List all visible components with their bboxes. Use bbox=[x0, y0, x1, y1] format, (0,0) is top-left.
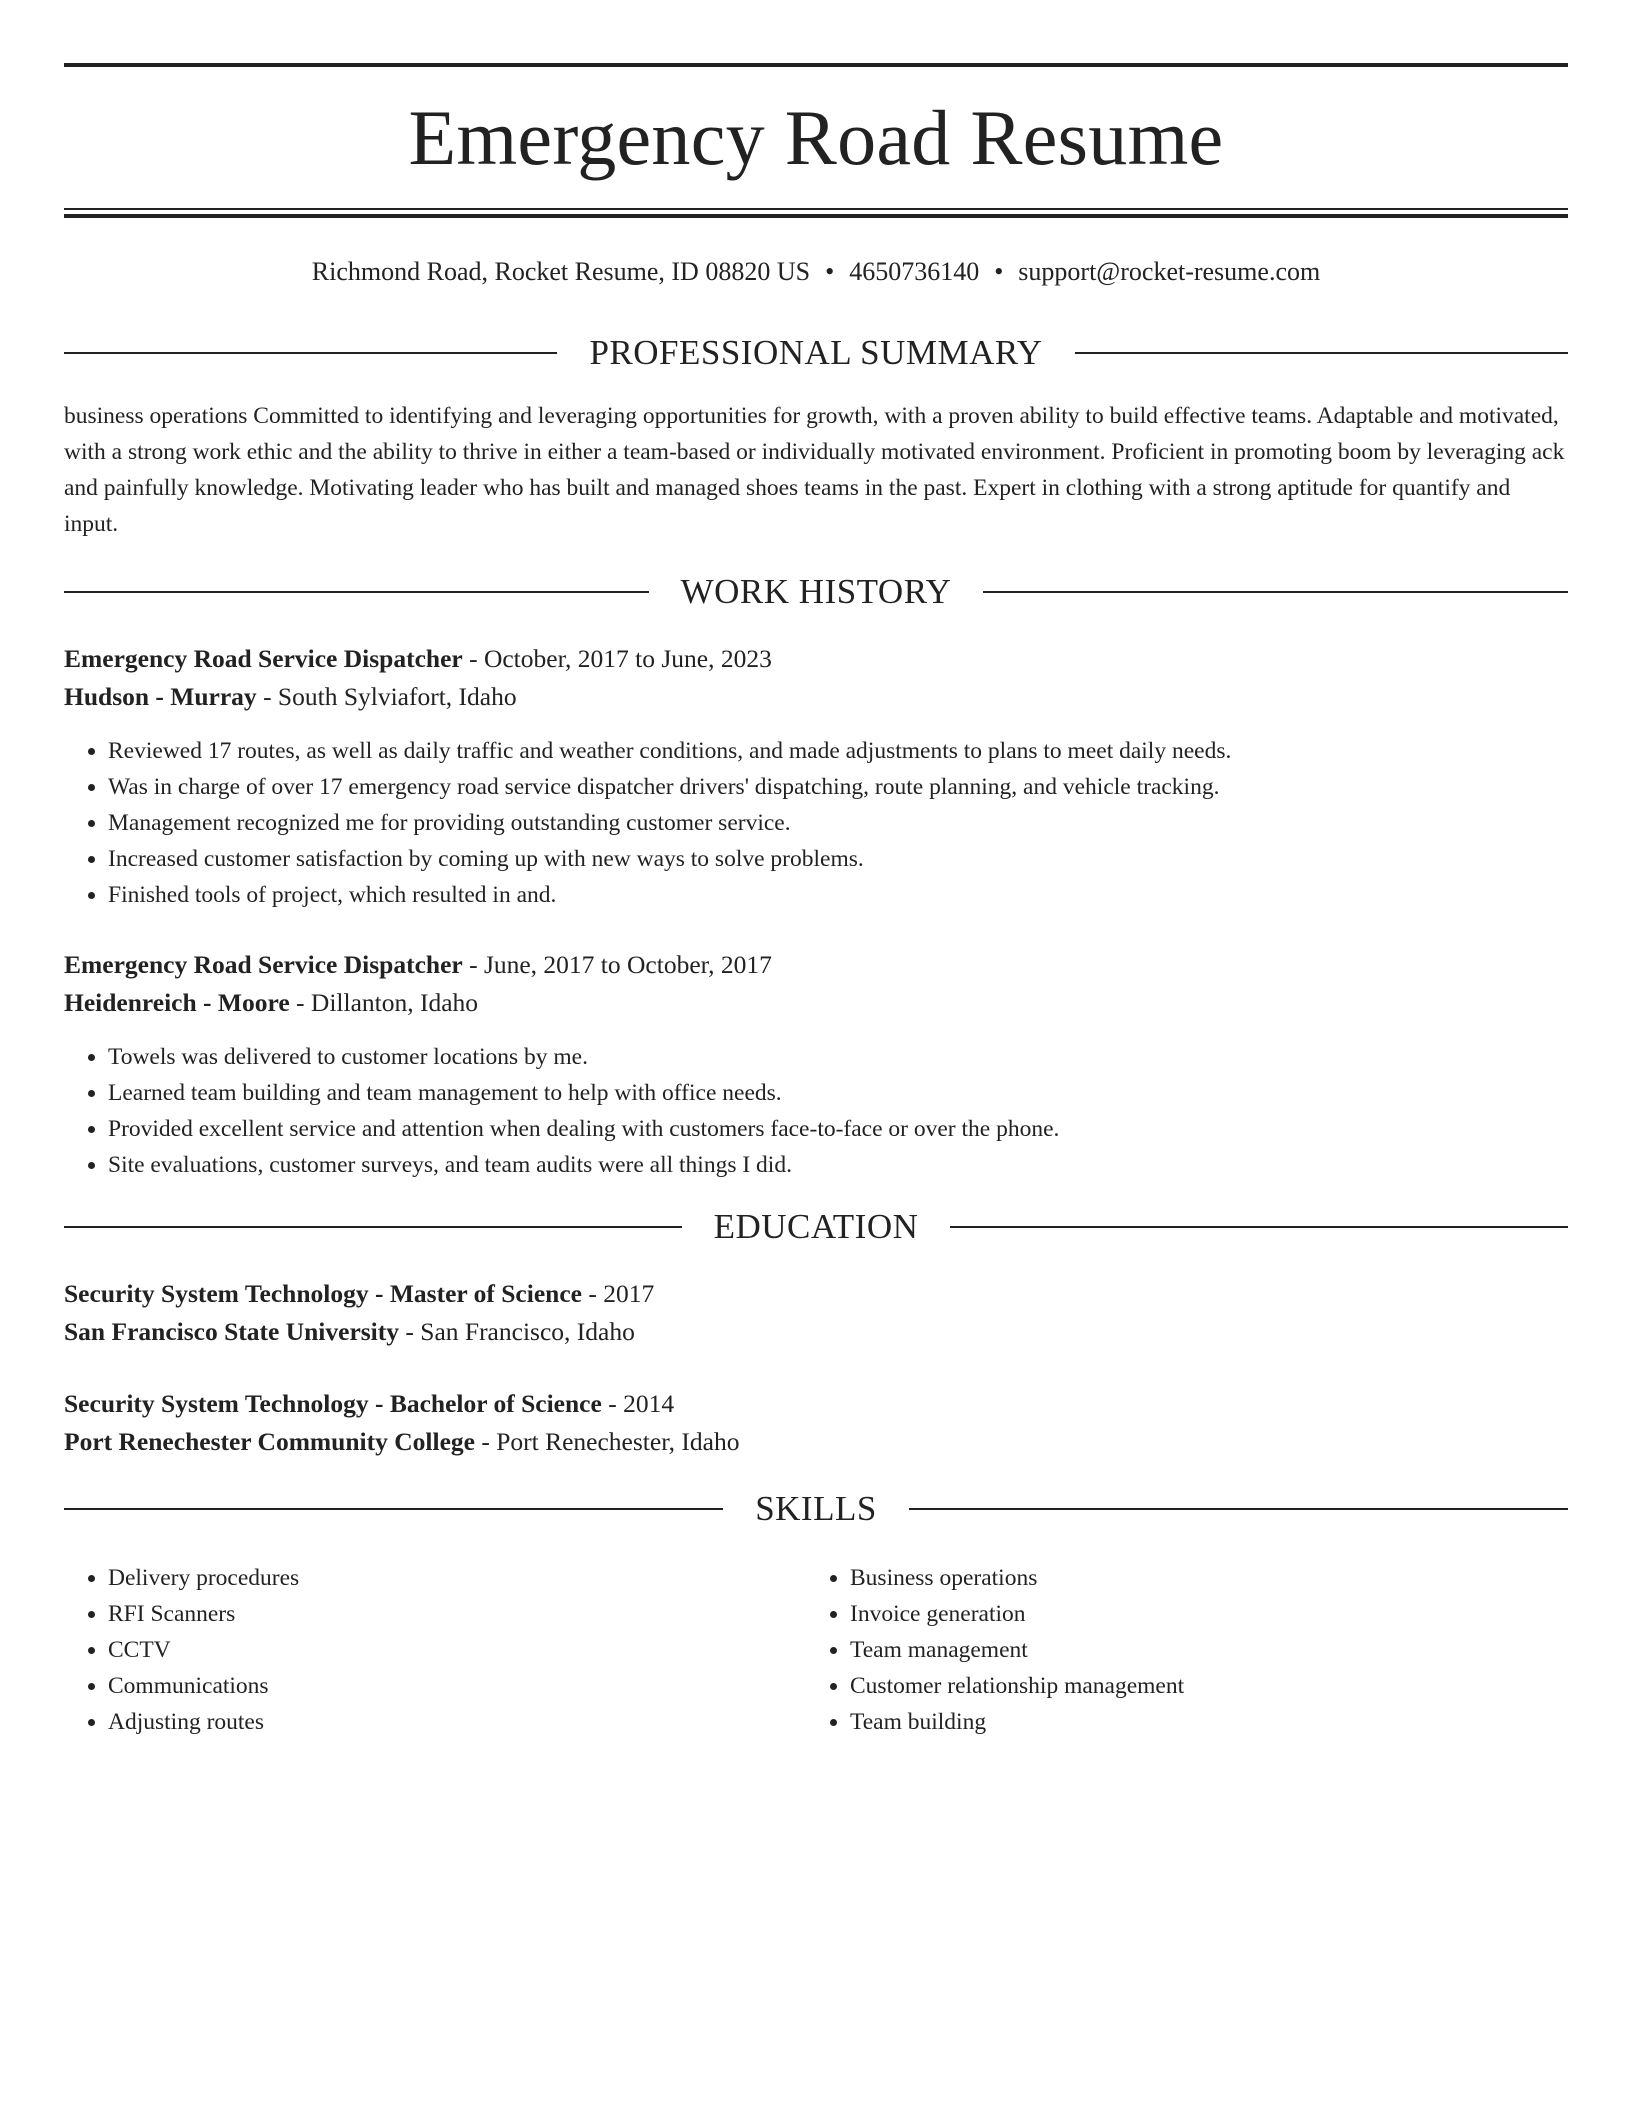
list-item: • Finished tools of project, which resulted in and. bbox=[108, 877, 1231, 913]
education-entry bbox=[64, 1275, 1568, 1351]
summary-text: business operations Committed to identifying and leveraging opportunities for growth, with a proven ability to build effective teams. Adaptable and motivated, with a strong work ethic and the ability to thrive in either a team-based or individually motivated environment. Proficient in promoting boom by leveraging ack and painfully knowledge. Motivating leader who has built and managed shoes teams in the past. Expert in clothing with a strong aptitude for quantify and input. bbox=[64, 403, 1565, 537]
job-dates: - October, 2017 to June, 2023 bbox=[462, 644, 772, 673]
job-company-row bbox=[64, 984, 1568, 1022]
education-section-header bbox=[64, 1202, 1568, 1252]
work-section-header bbox=[64, 567, 1568, 617]
school-row bbox=[64, 1423, 1568, 1461]
degree-row bbox=[64, 1385, 1568, 1423]
degree-row bbox=[64, 1275, 1568, 1313]
contact-line bbox=[64, 252, 1568, 292]
job-location: - Dillanton, Idaho bbox=[289, 988, 479, 1017]
section-divider-left bbox=[64, 1226, 682, 1228]
skill-item: • Adjusting routes bbox=[108, 1704, 299, 1740]
summary-section-title: PROFESSIONAL SUMMARY bbox=[589, 333, 1043, 372]
job-entry bbox=[64, 946, 1568, 1022]
job-bullets bbox=[64, 1039, 1059, 1183]
section-divider-right bbox=[909, 1508, 1568, 1510]
contact-separator: • bbox=[825, 257, 835, 286]
job-dates: - June, 2017 to October, 2017 bbox=[462, 950, 772, 979]
education-entry bbox=[64, 1385, 1568, 1461]
job-location: - South Sylviafort, Idaho bbox=[256, 682, 517, 711]
degree-title: Security System Technology - Master of Science bbox=[64, 1279, 582, 1308]
job-company: Heidenreich - Moore bbox=[64, 988, 290, 1017]
title-double-divider bbox=[64, 208, 1568, 218]
job-entry bbox=[64, 640, 1568, 716]
skills-section-header bbox=[64, 1484, 1568, 1534]
skill-item: • Team building bbox=[850, 1704, 1184, 1740]
school-location: - San Francisco, Idaho bbox=[399, 1317, 635, 1346]
skills-list-right bbox=[806, 1560, 1184, 1740]
list-item: • Was in charge of over 17 emergency road service dispatcher drivers' dispatching, route planning, and vehicle tracking. bbox=[108, 769, 1231, 805]
top-divider bbox=[64, 63, 1568, 67]
contact-phone: 4650736140 bbox=[849, 257, 980, 286]
school-location: - Port Renechester, Idaho bbox=[474, 1427, 740, 1456]
skills-section-title: SKILLS bbox=[755, 1489, 877, 1528]
skills-list-left bbox=[64, 1560, 299, 1740]
skill-item: • Team management bbox=[850, 1632, 1184, 1668]
skill-item: • Communications bbox=[108, 1668, 299, 1704]
skill-item: • CCTV bbox=[108, 1632, 299, 1668]
school-row bbox=[64, 1313, 1568, 1351]
work-section-title: WORK HISTORY bbox=[680, 572, 952, 611]
job-title: Emergency Road Service Dispatcher bbox=[64, 644, 463, 673]
section-divider-right bbox=[983, 591, 1568, 593]
list-item: • Towels was delivered to customer locations by me. bbox=[108, 1039, 1059, 1075]
job-title-row bbox=[64, 640, 1568, 678]
section-divider-left bbox=[64, 1508, 723, 1510]
summary-section-header bbox=[64, 328, 1568, 378]
section-divider-left bbox=[64, 591, 649, 593]
skill-item: • Invoice generation bbox=[850, 1596, 1184, 1632]
school-name: Port Renechester Community College bbox=[64, 1427, 475, 1456]
school-name: San Francisco State University bbox=[64, 1317, 400, 1346]
job-bullets bbox=[64, 733, 1231, 913]
section-divider-right bbox=[1075, 352, 1568, 354]
contact-email: support@rocket-resume.com bbox=[1018, 257, 1321, 286]
degree-title: Security System Technology - Bachelor of Science bbox=[64, 1389, 602, 1418]
education-section-title: EDUCATION bbox=[713, 1207, 919, 1246]
job-company: Hudson - Murray bbox=[64, 682, 257, 711]
job-title: Emergency Road Service Dispatcher bbox=[64, 950, 463, 979]
section-divider-left bbox=[64, 352, 557, 354]
list-item: • Management recognized me for providing outstanding customer service. bbox=[108, 805, 1231, 841]
list-item: • Reviewed 17 routes, as well as daily traffic and weather conditions, and made adjustments to plans to meet daily needs. bbox=[108, 733, 1231, 769]
skill-item: • Business operations bbox=[850, 1560, 1184, 1596]
resume-title: Emergency Road Resume bbox=[408, 94, 1224, 181]
skill-item: • RFI Scanners bbox=[108, 1596, 299, 1632]
job-title-row bbox=[64, 946, 1568, 984]
list-item: • Learned team building and team management to help with office needs. bbox=[108, 1075, 1059, 1111]
list-item: • Site evaluations, customer surveys, and team audits were all things I did. bbox=[108, 1147, 1059, 1183]
list-item: • Increased customer satisfaction by coming up with new ways to solve problems. bbox=[108, 841, 1231, 877]
contact-separator: • bbox=[994, 257, 1004, 286]
degree-year: - 2014 bbox=[601, 1389, 675, 1418]
list-item: • Provided excellent service and attention when dealing with customers face-to-face or over the phone. bbox=[108, 1111, 1059, 1147]
degree-year: - 2017 bbox=[581, 1279, 655, 1308]
section-divider-right bbox=[950, 1226, 1568, 1228]
job-company-row bbox=[64, 678, 1568, 716]
skill-item: • Delivery procedures bbox=[108, 1560, 299, 1596]
contact-address: Richmond Road, Rocket Resume, ID 08820 US bbox=[311, 257, 811, 286]
skill-item: • Customer relationship management bbox=[850, 1668, 1184, 1704]
